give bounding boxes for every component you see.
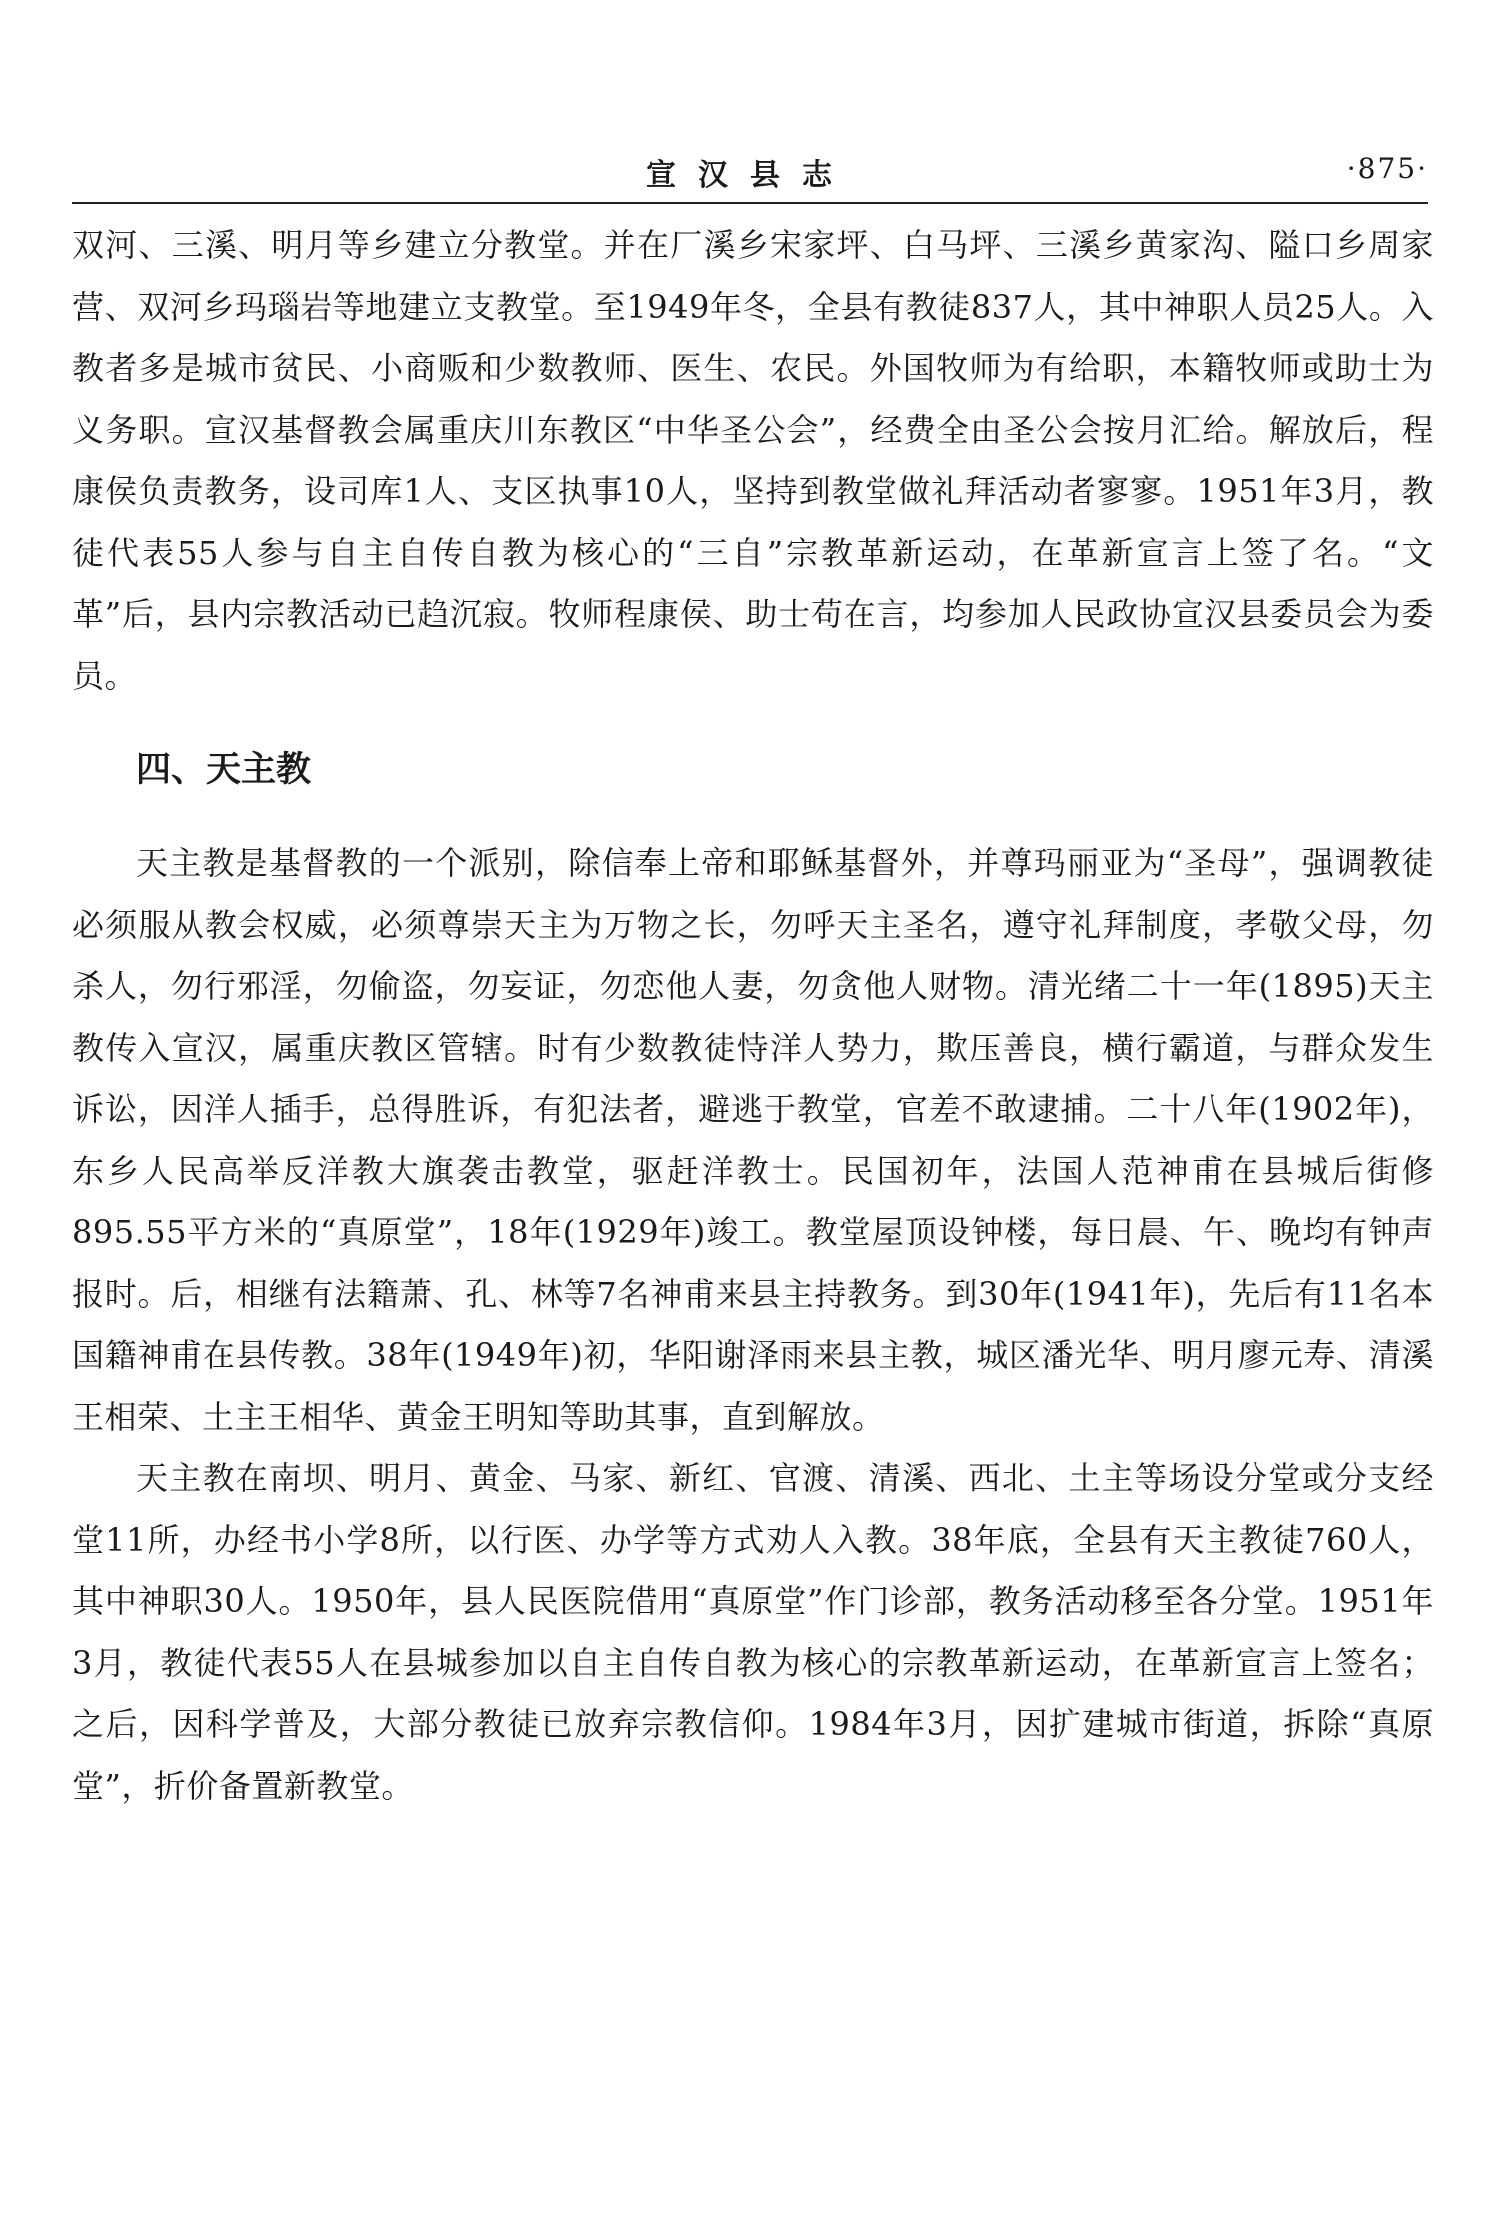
paragraph-catholic-churches: 天主教在南坝、明月、黄金、马家、新红、官渡、清溪、西北、土主等场设分堂或分支经堂11所，办经书小学8所，以行医、办学等方式劝人入教。38年底，全县有天主教徒760人，其中神职30人。1950年，县人民医院借用“真原堂”作门诊部，教务活动移至各分堂。1951年3月，教徒代表55人在县城参加以自主自传自教为核心的宗教革新运动，在革新宣言上签名；之后，因科学普及，大部分教徒已放弃宗教信仰。1984年3月，因扩建城市街道，拆除“真原堂”，折价备置新教堂。 — [72, 1459, 1434, 1805]
section-heading-catholicism: 四、天主教 — [136, 749, 312, 790]
paragraph-catholic-history: 天主教是基督教的一个派别，除信奉上帝和耶稣基督外，并尊玛丽亚为“圣母”，强调教徒必须服从教会权威，必须尊崇天主为万物之长，勿呼天主圣名，遵守礼拜制度，孝敬父母，勿杀人，勿行邪淫，勿偷盗，勿妄证，勿恋他人妻，勿贪他人财物。清光绪二十一年(1895)天主教传入宣汉，属重庆教区管辖。时有少数教徒恃洋人势力，欺压善良，横行霸道，与群众发生诉讼，因洋人插手，总得胜诉，有犯法者，避逃于教堂，官差不敢逮捕。二十八年(1902年)，东乡人民高举反洋教大旗袭击教堂，驱赶洋教士。民国初年，法国人范神甫在县城后街修895.55平方米的“真原堂”，18年(1929年)竣工。教堂屋顶设钟楼，每日晨、午、晚均有钟声报时。后，相继有法籍萧、孔、林等7名神甫来县主持教务。到30年(1941年)，先后有11名本国籍神甫在县传教。38年(1949年)初，华阳谢泽雨来县主教，城区潘光华、明月廖元寿、清溪王相荣、土主王相华、黄金王明知等助其事，直到解放。 — [72, 844, 1434, 1436]
page-number: ·875· — [1346, 152, 1428, 185]
header-rule — [72, 202, 1428, 204]
book-title: 宣汉县志 — [646, 158, 854, 193]
paragraph-protestant-continued: 双河、三溪、明月等乡建立分教堂。并在厂溪乡宋家坪、白马坪、三溪乡黄家沟、隘口乡周家营、双河乡玛瑙岩等地建立支教堂。至1949年冬，全县有教徒837人，其中神职人员25人。入教者多是城市贫民、小商贩和少数教师、医生、农民。外国牧师为有给职，本籍牧师或助士为义务职。宣汉基督教会属重庆川东教区“中华圣公会”，经费全由圣公会按月汇给。解放后，程康侯负责教务，设司库1人、支区执事10人，坚持到教堂做礼拜活动者寥寥。1951年3月，教徒代表55人参与自主自传自教为核心的“三自”宗教革新运动，在革新宣言上签了名。“文革”后，县内宗教活动已趋沉寂。牧师程康侯、助士苟在言，均参加人民政协宣汉县委员会为委员。 — [72, 226, 1434, 695]
section-heading-wrap — [72, 742, 311, 792]
catholicism-section — [72, 833, 1434, 1817]
continued-section — [72, 215, 1434, 707]
page-header — [72, 150, 1428, 200]
